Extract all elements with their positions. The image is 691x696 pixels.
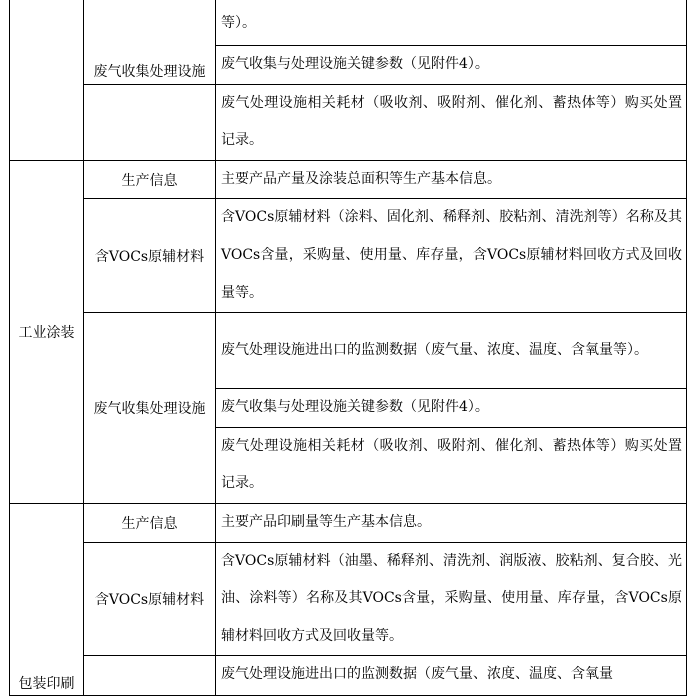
detail-text: 废气处理设施进出口的监测数据（废气量、浓度、温度、含氧量 (221, 666, 613, 683)
detail-cell (216, 199, 687, 313)
category-label: 含VOCs原辅材料 (94, 248, 205, 265)
detail-cell (216, 503, 687, 542)
detail-cell (216, 160, 687, 199)
detail-cell (216, 542, 687, 656)
category-cell (84, 313, 216, 504)
industry-label: 工业涂装 (18, 324, 75, 341)
category-cell-empty (84, 656, 216, 696)
detail-text: 废气收集与处理设施关键参数（见附件4）。 (221, 56, 489, 72)
category-cell (84, 503, 216, 542)
industry-cell (10, 160, 84, 503)
detail-cell (216, 427, 687, 503)
table-row (10, 0, 687, 46)
category-cell-empty (84, 84, 216, 160)
detail-cell (216, 389, 687, 428)
table-row (10, 656, 687, 696)
detail-text: 废气处理设施进出口的监测数据（废气量、浓度、温度、含氧量等）。 (221, 341, 648, 358)
table-row (10, 542, 687, 656)
category-cell (84, 160, 216, 199)
category-label: 生产信息 (121, 172, 178, 189)
category-label: 废气收集处理设施 (93, 63, 206, 80)
detail-text: 主要产品产量及涂装总面积等生产基本信息。 (221, 170, 501, 187)
detail-text: 等）。 (221, 15, 256, 32)
detail-text: 主要产品印刷量等生产基本信息。 (221, 513, 431, 530)
detail-cell (216, 46, 687, 85)
category-cell (84, 199, 216, 313)
detail-cell (216, 656, 687, 696)
detail-cell (216, 313, 687, 389)
record-requirements-table (9, 0, 687, 696)
detail-cell (216, 0, 687, 46)
detail-cell (216, 84, 687, 160)
industry-cell (10, 503, 84, 695)
table-row (10, 503, 687, 542)
detail-text: 废气处理设施相关耗材（吸收剂、吸附剂、催化剂、蓄热体等）购买处置记录。 (221, 437, 682, 492)
detail-text: 含VOCs原辅材料（涂料、固化剂、稀释剂、胶粘剂、清洗剂等）名称及其VOCs含量，采购量、使用量、库存量，含VOCs原辅材料回收方式及回收量等。 (221, 209, 682, 301)
detail-text: 废气收集与处理设施关键参数（见附件4）。 (221, 399, 489, 416)
detail-text: 废气处理设施相关耗材（吸收剂、吸附剂、催化剂、蓄热体等）购买处置记录。 (221, 94, 682, 149)
category-label: 含VOCs原辅材料 (94, 591, 205, 608)
detail-text: 含VOCs原辅材料（油墨、稀释剂、清洗剂、润版液、胶粘剂、复合胶、光油、涂料等）名称及其VOCs含量，采购量、使用量、库存量，含VOCs原辅材料回收方式及回收量等。 (221, 552, 682, 644)
table-row (10, 84, 687, 160)
category-label: 生产信息 (121, 515, 178, 532)
category-cell (84, 0, 216, 84)
category-cell (84, 542, 216, 656)
industry-cell-previous (10, 0, 84, 160)
category-label: 废气收集处理设施 (93, 401, 206, 418)
table-row (10, 160, 687, 199)
industry-label: 包装印刷 (18, 676, 75, 693)
table-row (10, 313, 687, 389)
table-row (10, 199, 687, 313)
